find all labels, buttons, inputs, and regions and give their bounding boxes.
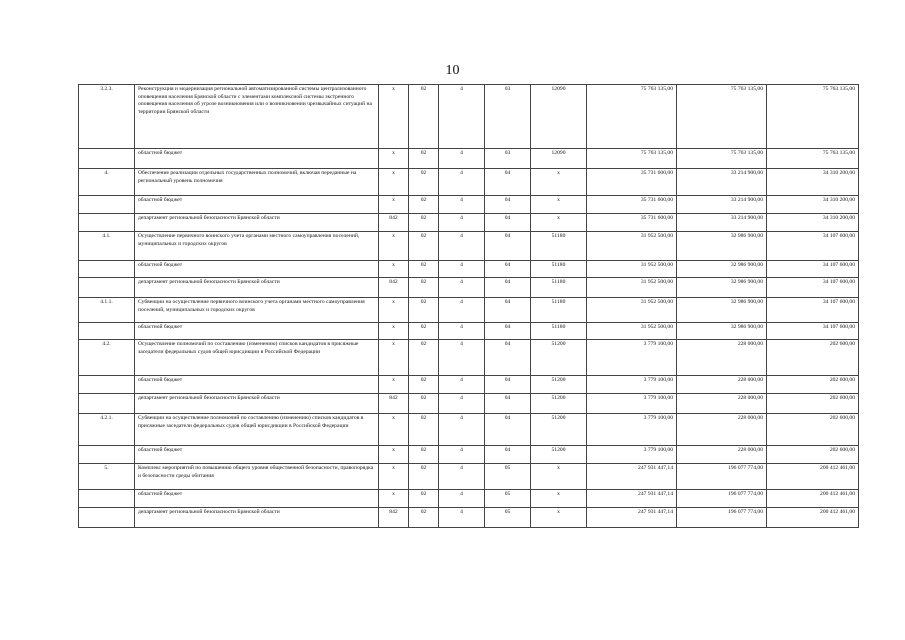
table-row <box>79 196 859 214</box>
row-number-cell <box>79 261 135 278</box>
amount-year3-cell: 200 412 461,00 <box>767 508 859 528</box>
amount-year3-cell: 75 763 135,00 <box>767 149 859 169</box>
amount-year2-cell: 228 000,00 <box>677 414 767 446</box>
grbs-cell: х <box>379 261 409 278</box>
section-cell: 02 <box>409 149 439 169</box>
amount-year2-cell: 228 000,00 <box>677 446 767 464</box>
row-number-cell: 4.1.1. <box>79 298 135 323</box>
amount-year3-cell: 34 310 200,00 <box>767 214 859 232</box>
amount-year1-cell: 247 931 447,14 <box>587 464 677 490</box>
subsection-cell: 4 <box>439 394 485 414</box>
table-row <box>79 232 859 261</box>
program-cell: 04 <box>485 340 531 376</box>
row-number-cell: 3.2.3. <box>79 85 135 149</box>
amount-year2-cell: 32 986 900,00 <box>677 323 767 340</box>
amount-year1-cell: 247 931 447,14 <box>587 490 677 508</box>
subsection-cell: 4 <box>439 298 485 323</box>
grbs-cell: х <box>379 169 409 196</box>
section-cell: 02 <box>409 196 439 214</box>
row-name-cell: департамент региональной безопасности Брянской области <box>135 214 379 232</box>
subsection-cell: 4 <box>439 414 485 446</box>
code-cell: 51200 <box>531 340 587 376</box>
amount-year2-cell: 33 214 900,00 <box>677 169 767 196</box>
amount-year2-cell: 33 214 900,00 <box>677 214 767 232</box>
table-row <box>79 446 859 464</box>
table-row <box>79 508 859 528</box>
section-cell: 02 <box>409 414 439 446</box>
table-row <box>79 298 859 323</box>
code-cell: х <box>531 508 587 528</box>
row-number-cell <box>79 214 135 232</box>
row-number-cell <box>79 278 135 298</box>
amount-year2-cell: 32 986 900,00 <box>677 298 767 323</box>
row-number-cell <box>79 149 135 169</box>
code-cell: 51200 <box>531 414 587 446</box>
row-name-cell: департамент региональной безопасности Брянской области <box>135 508 379 528</box>
amount-year3-cell: 202 600,00 <box>767 446 859 464</box>
row-name-cell: областной бюджет <box>135 446 379 464</box>
amount-year1-cell: 3 779 100,00 <box>587 340 677 376</box>
table-row <box>79 149 859 169</box>
code-cell: 51180 <box>531 323 587 340</box>
section-cell: 02 <box>409 490 439 508</box>
program-cell: 04 <box>485 232 531 261</box>
amount-year3-cell: 75 763 135,00 <box>767 85 859 149</box>
table-row <box>79 214 859 232</box>
section-cell: 02 <box>409 214 439 232</box>
section-cell: 02 <box>409 446 439 464</box>
row-name-cell: областной бюджет <box>135 490 379 508</box>
amount-year1-cell: 31 952 500,00 <box>587 278 677 298</box>
amount-year2-cell: 33 214 900,00 <box>677 196 767 214</box>
section-cell: 02 <box>409 508 439 528</box>
code-cell: 51200 <box>531 394 587 414</box>
grbs-cell: х <box>379 464 409 490</box>
grbs-cell: х <box>379 85 409 149</box>
row-number-cell <box>79 394 135 414</box>
code-cell: х <box>531 464 587 490</box>
subsection-cell: 4 <box>439 278 485 298</box>
code-cell: 51180 <box>531 298 587 323</box>
amount-year3-cell: 34 310 200,00 <box>767 169 859 196</box>
grbs-cell: х <box>379 149 409 169</box>
section-cell: 02 <box>409 278 439 298</box>
grbs-cell: х <box>379 490 409 508</box>
subsection-cell: 4 <box>439 376 485 394</box>
amount-year2-cell: 32 986 900,00 <box>677 278 767 298</box>
subsection-cell: 4 <box>439 323 485 340</box>
amount-year2-cell: 196 077 774,00 <box>677 464 767 490</box>
subsection-cell: 4 <box>439 340 485 376</box>
table-row <box>79 414 859 446</box>
amount-year3-cell: 202 600,00 <box>767 340 859 376</box>
amount-year3-cell: 200 412 461,00 <box>767 490 859 508</box>
section-cell: 02 <box>409 394 439 414</box>
code-cell: 51200 <box>531 446 587 464</box>
row-number-cell: 4.1. <box>79 232 135 261</box>
subsection-cell: 4 <box>439 446 485 464</box>
row-number-cell <box>79 508 135 528</box>
grbs-cell: х <box>379 376 409 394</box>
program-cell: 04 <box>485 376 531 394</box>
program-cell: 04 <box>485 278 531 298</box>
program-cell: 05 <box>485 464 531 490</box>
table-row <box>79 169 859 196</box>
amount-year1-cell: 35 731 600,00 <box>587 169 677 196</box>
row-name-cell: Осуществление первичного воинского учета органами местного самоуправления поселений, муниципальных и городских округов <box>135 232 379 261</box>
amount-year3-cell: 202 600,00 <box>767 376 859 394</box>
page-number: 10 <box>445 63 460 78</box>
amount-year1-cell: 35 731 600,00 <box>587 214 677 232</box>
code-cell: х <box>531 169 587 196</box>
grbs-cell: х <box>379 340 409 376</box>
amount-year3-cell: 202 600,00 <box>767 394 859 414</box>
program-cell: 04 <box>485 298 531 323</box>
budget-table <box>78 84 859 528</box>
section-cell: 02 <box>409 169 439 196</box>
subsection-cell: 4 <box>439 490 485 508</box>
grbs-cell: х <box>379 414 409 446</box>
row-name-cell: Комплекс мероприятий по повышению общего уровня общественной безопасности, правопорядка и безопасности среды обитания <box>135 464 379 490</box>
program-cell: 04 <box>485 414 531 446</box>
table-row <box>79 278 859 298</box>
row-name-cell: департамент региональной безопасности Брянской области <box>135 278 379 298</box>
grbs-cell: 842 <box>379 278 409 298</box>
amount-year2-cell: 196 077 774,00 <box>677 490 767 508</box>
subsection-cell: 4 <box>439 464 485 490</box>
code-cell: 51200 <box>531 376 587 394</box>
row-number-cell <box>79 376 135 394</box>
table-row <box>79 464 859 490</box>
amount-year1-cell: 31 952 500,00 <box>587 261 677 278</box>
grbs-cell: 842 <box>379 394 409 414</box>
program-cell: 04 <box>485 214 531 232</box>
section-cell: 02 <box>409 232 439 261</box>
row-number-cell: 4.2.1. <box>79 414 135 446</box>
row-name-cell: Обеспечение реализации отдельных государственных полномочий, включая переданные на региональный уровень полномочия <box>135 169 379 196</box>
program-cell: 04 <box>485 323 531 340</box>
row-name-cell: департамент региональной безопасности Брянской области <box>135 394 379 414</box>
amount-year3-cell: 34 107 600,00 <box>767 323 859 340</box>
table-row <box>79 85 859 149</box>
row-number-cell <box>79 323 135 340</box>
code-cell: 12090 <box>531 85 587 149</box>
grbs-cell: х <box>379 446 409 464</box>
program-cell: 05 <box>485 490 531 508</box>
row-name-cell: областной бюджет <box>135 149 379 169</box>
subsection-cell: 4 <box>439 149 485 169</box>
row-number-cell: 4. <box>79 169 135 196</box>
code-cell: 51180 <box>531 232 587 261</box>
subsection-cell: 4 <box>439 232 485 261</box>
code-cell: х <box>531 196 587 214</box>
table-row <box>79 261 859 278</box>
subsection-cell: 4 <box>439 85 485 149</box>
section-cell: 02 <box>409 464 439 490</box>
section-cell: 02 <box>409 323 439 340</box>
row-number-cell <box>79 446 135 464</box>
row-name-cell: областной бюджет <box>135 376 379 394</box>
subsection-cell: 4 <box>439 196 485 214</box>
table-row <box>79 490 859 508</box>
row-name-cell: областной бюджет <box>135 323 379 340</box>
table-row <box>79 394 859 414</box>
amount-year2-cell: 32 986 900,00 <box>677 261 767 278</box>
amount-year2-cell: 75 763 135,00 <box>677 149 767 169</box>
amount-year1-cell: 3 779 100,00 <box>587 446 677 464</box>
program-cell: 04 <box>485 169 531 196</box>
grbs-cell: х <box>379 323 409 340</box>
program-cell: 03 <box>485 149 531 169</box>
program-cell: 04 <box>485 446 531 464</box>
section-cell: 02 <box>409 376 439 394</box>
subsection-cell: 4 <box>439 261 485 278</box>
amount-year1-cell: 31 952 500,00 <box>587 323 677 340</box>
row-number-cell <box>79 490 135 508</box>
program-cell: 04 <box>485 261 531 278</box>
row-name-cell: Осуществление полномочий по составлению (изменению) списков кандидатов в присяжные заседатели федеральных судов общей юрисдикции в Российской Федерации <box>135 340 379 376</box>
section-cell: 02 <box>409 298 439 323</box>
row-name-cell: областной бюджет <box>135 196 379 214</box>
code-cell: х <box>531 214 587 232</box>
amount-year1-cell: 3 779 100,00 <box>587 394 677 414</box>
table-row <box>79 340 859 376</box>
amount-year3-cell: 34 107 600,00 <box>767 298 859 323</box>
section-cell: 02 <box>409 85 439 149</box>
amount-year2-cell: 228 000,00 <box>677 340 767 376</box>
amount-year1-cell: 31 952 500,00 <box>587 232 677 261</box>
row-name-cell: Субвенции на осуществление полномочий по составлению (изменению) списков кандидатов в присяжные заседатели федеральных судов общей юрисдикции в Российской Федерации <box>135 414 379 446</box>
amount-year1-cell: 3 779 100,00 <box>587 376 677 394</box>
program-cell: 03 <box>485 85 531 149</box>
amount-year3-cell: 34 107 600,00 <box>767 278 859 298</box>
amount-year3-cell: 34 107 600,00 <box>767 232 859 261</box>
subsection-cell: 4 <box>439 169 485 196</box>
amount-year1-cell: 75 763 135,00 <box>587 149 677 169</box>
code-cell: 51180 <box>531 261 587 278</box>
subsection-cell: 4 <box>439 214 485 232</box>
program-cell: 04 <box>485 196 531 214</box>
amount-year1-cell: 31 952 500,00 <box>587 298 677 323</box>
amount-year1-cell: 75 763 135,00 <box>587 85 677 149</box>
amount-year3-cell: 34 107 600,00 <box>767 261 859 278</box>
program-cell: 04 <box>485 394 531 414</box>
amount-year2-cell: 196 077 774,00 <box>677 508 767 528</box>
table-body <box>79 85 859 528</box>
code-cell: 51180 <box>531 278 587 298</box>
amount-year1-cell: 35 731 600,00 <box>587 196 677 214</box>
grbs-cell: х <box>379 196 409 214</box>
amount-year2-cell: 228 000,00 <box>677 376 767 394</box>
table-row <box>79 376 859 394</box>
amount-year3-cell: 34 310 200,00 <box>767 196 859 214</box>
row-number-cell: 5. <box>79 464 135 490</box>
amount-year3-cell: 200 412 461,00 <box>767 464 859 490</box>
row-number-cell <box>79 196 135 214</box>
section-cell: 02 <box>409 340 439 376</box>
row-name-cell: Реконструкция и модернизация региональной автоматизированной системы централизованного оповещения населения Брянской области с элементами комплексной системы экстренного оповещения населения об угрозе возникновения или о возникновении чрезвычайных ситуаций на территории Брянской области <box>135 85 379 149</box>
row-name-cell: Субвенции на осуществление первичного воинского учета органами местного самоуправления поселений, муниципальных и городских округов <box>135 298 379 323</box>
amount-year2-cell: 32 986 900,00 <box>677 232 767 261</box>
amount-year3-cell: 202 600,00 <box>767 414 859 446</box>
code-cell: 12090 <box>531 149 587 169</box>
code-cell: х <box>531 490 587 508</box>
grbs-cell: 842 <box>379 508 409 528</box>
amount-year2-cell: 228 000,00 <box>677 394 767 414</box>
row-name-cell: областной бюджет <box>135 261 379 278</box>
grbs-cell: х <box>379 232 409 261</box>
subsection-cell: 4 <box>439 508 485 528</box>
grbs-cell: 842 <box>379 214 409 232</box>
amount-year1-cell: 247 931 447,14 <box>587 508 677 528</box>
row-number-cell: 4.2. <box>79 340 135 376</box>
section-cell: 02 <box>409 261 439 278</box>
program-cell: 05 <box>485 508 531 528</box>
grbs-cell: х <box>379 298 409 323</box>
table-row <box>79 323 859 340</box>
amount-year1-cell: 3 779 100,00 <box>587 414 677 446</box>
amount-year2-cell: 75 763 135,00 <box>677 85 767 149</box>
